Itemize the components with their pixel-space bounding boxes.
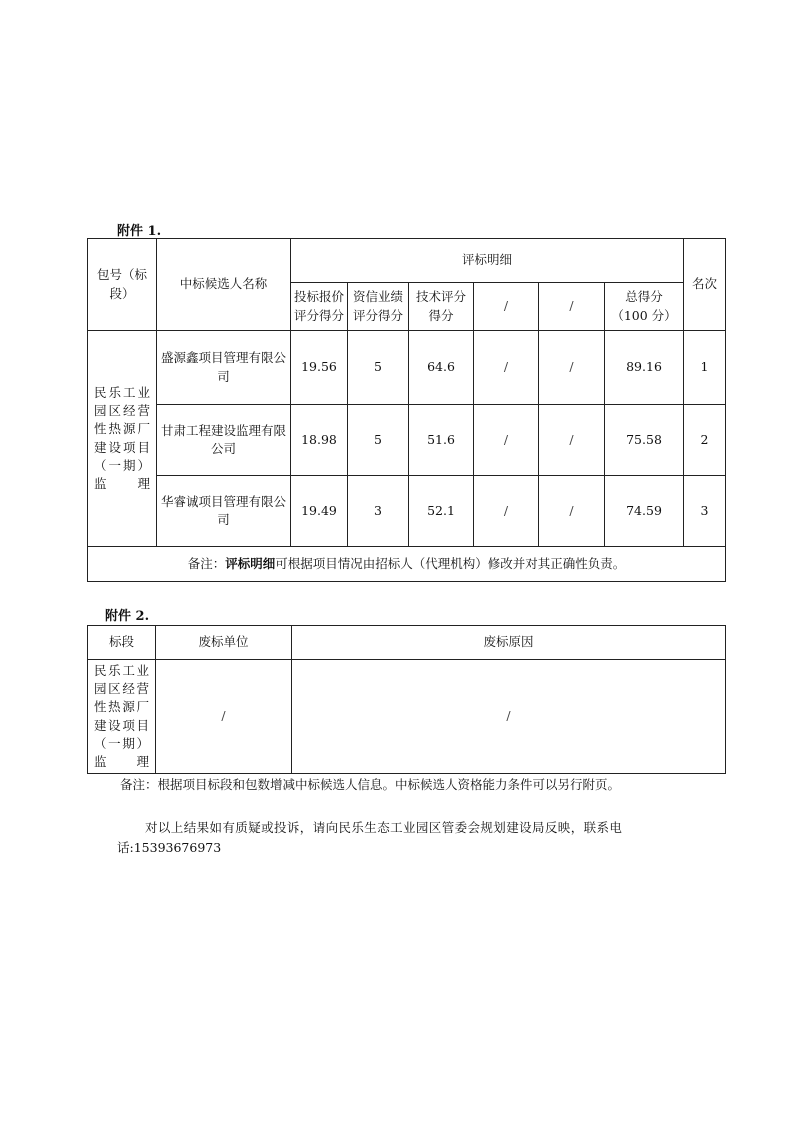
evaluation-note	[88, 547, 726, 582]
blank-cell: /	[474, 405, 539, 476]
section-name: 民乐工业园区经营性热源厂建设项目（一期）监理	[88, 660, 156, 774]
header-tech-score: 技术评分得分	[409, 283, 474, 331]
header-total: 总得分（100 分）	[605, 283, 684, 331]
header-blank-1: /	[474, 283, 539, 331]
attachment1-title: 附件 1.	[117, 224, 162, 239]
bid-score: 19.49	[291, 476, 348, 547]
evaluation-table	[87, 238, 726, 582]
invalid-reason: /	[292, 660, 726, 774]
table-row	[88, 405, 726, 476]
blank-cell: /	[474, 476, 539, 547]
table-row	[88, 660, 726, 774]
credit-score: 5	[348, 405, 409, 476]
rank: 1	[684, 331, 726, 405]
header-rank: 名次	[684, 239, 726, 331]
invalid-unit: /	[156, 660, 292, 774]
note-bold: 评标明细	[225, 555, 276, 571]
header-credit-score: 资信业绩评分得分	[348, 283, 409, 331]
bid-score: 18.98	[291, 405, 348, 476]
total-score: 89.16	[605, 331, 684, 405]
credit-score: 5	[348, 331, 409, 405]
rank: 2	[684, 405, 726, 476]
total-score: 75.58	[605, 405, 684, 476]
tech-score: 64.6	[409, 331, 474, 405]
credit-score: 3	[348, 476, 409, 547]
bid-score: 19.56	[291, 331, 348, 405]
package-name: 民乐工业园区经营性热源厂建设项目（一期）监理	[88, 331, 157, 547]
candidate-name: 华睿诚项目管理有限公司	[157, 476, 291, 547]
header-candidate: 中标候选人名称	[157, 239, 291, 331]
header-blank-2: /	[539, 283, 605, 331]
tech-score: 52.1	[409, 476, 474, 547]
table-row	[88, 331, 726, 405]
table-row	[88, 476, 726, 547]
contact-line-2: 话:15393676973	[117, 840, 222, 855]
blank-cell: /	[539, 476, 605, 547]
rank: 3	[684, 476, 726, 547]
attachment2-note: 备注：根据项目标段和包数增减中标候选人信息。中标候选人资格能力条件可以另行附页。	[120, 777, 621, 792]
attachment2-title: 附件 2.	[105, 609, 150, 624]
header-package: 包号（标段）	[88, 239, 157, 331]
contact-line-1: 对以上结果如有质疑或投诉，请向民乐生态工业园区管委会规划建设局反映，联系电	[145, 820, 623, 835]
header-section: 标段	[88, 626, 156, 660]
note-prefix: 备注：	[187, 555, 226, 571]
header-detail: 评标明细	[291, 239, 684, 283]
blank-cell: /	[474, 331, 539, 405]
candidate-name: 甘肃工程建设监理有限公司	[157, 405, 291, 476]
tech-score: 51.6	[409, 405, 474, 476]
total-score: 74.59	[605, 476, 684, 547]
blank-cell: /	[539, 405, 605, 476]
header-reason: 废标原因	[292, 626, 726, 660]
header-unit: 废标单位	[156, 626, 292, 660]
note-rest: 可根据项目情况由招标人（代理机构）修改并对其正确性负责。	[275, 555, 626, 571]
header-bid-score: 投标报价评分得分	[291, 283, 348, 331]
candidate-name: 盛源鑫项目管理有限公司	[157, 331, 291, 405]
invalid-bid-table	[87, 625, 726, 774]
blank-cell: /	[539, 331, 605, 405]
